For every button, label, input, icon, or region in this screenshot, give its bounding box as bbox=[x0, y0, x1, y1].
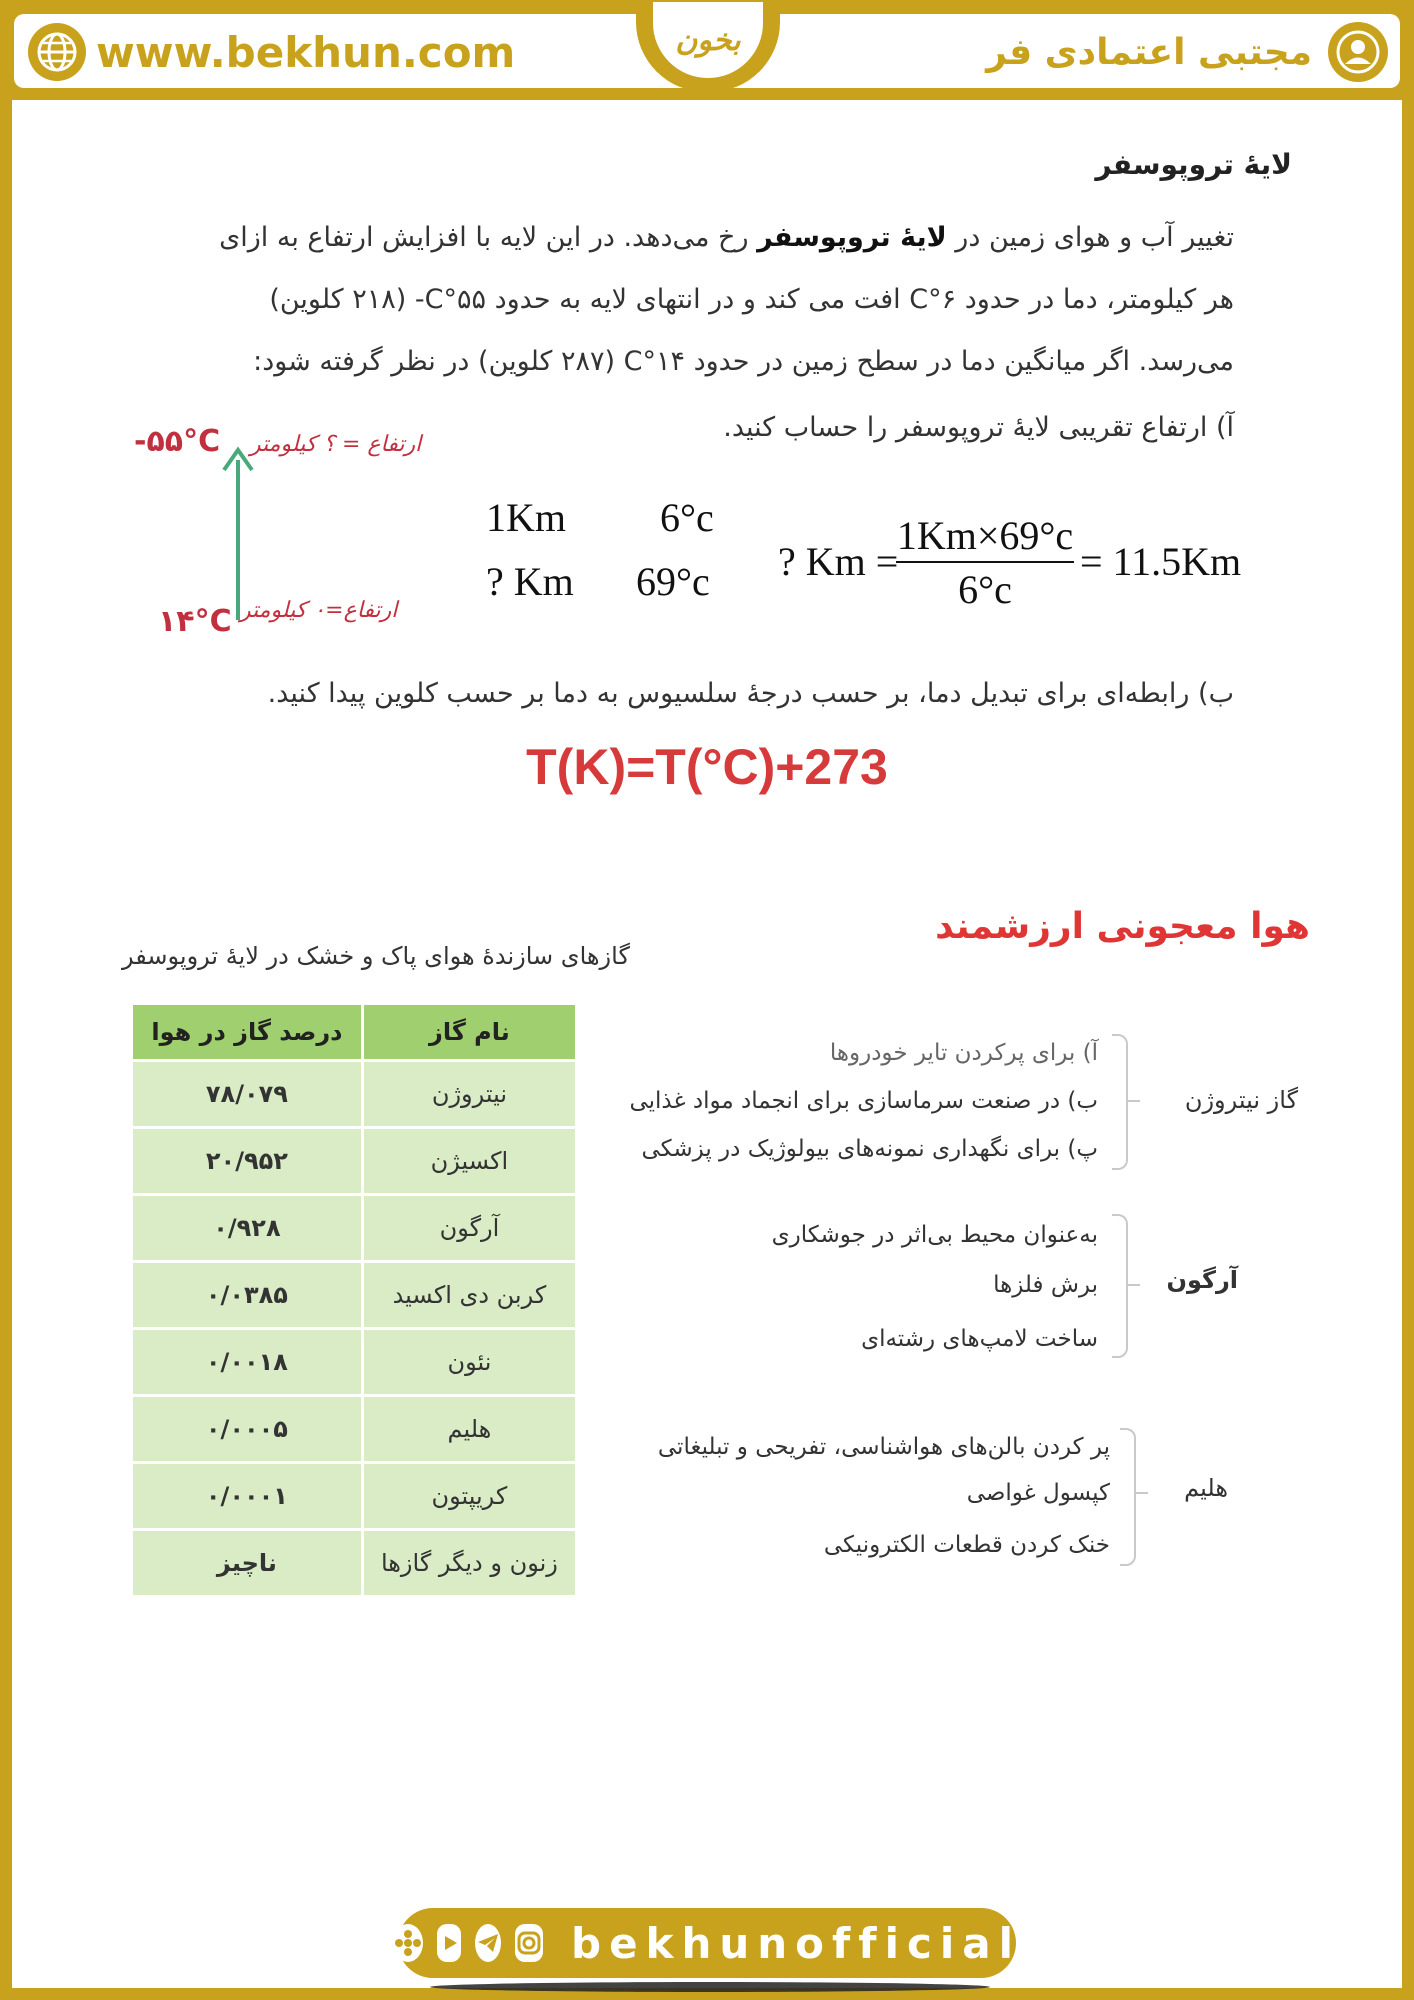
table-row bbox=[132, 1530, 577, 1597]
calc-r2c2: 69°c bbox=[636, 559, 710, 604]
calc-lhs: ? Km = bbox=[778, 539, 899, 584]
social-handle[interactable]: bekhunofficial bbox=[571, 1918, 1022, 1968]
calc-numerator: 1Km×69°c bbox=[896, 512, 1074, 563]
brace-tick bbox=[1128, 1284, 1140, 1286]
argon-use-3: ساخت لامپ‌های رشته‌ای bbox=[861, 1326, 1098, 1352]
group-label-helium: هلیم bbox=[1184, 1474, 1228, 1502]
question-a: آ) ارتفاع تقریبی لایهٔ تروپوسفر را حساب کنید. bbox=[723, 412, 1234, 443]
table-header-row bbox=[132, 1004, 577, 1061]
nitrogen-use-2: ب) در صنعت سرماسازی برای انجماد مواد غذایی bbox=[629, 1088, 1098, 1114]
calc-denominator: 6°c bbox=[958, 567, 1012, 612]
table-row bbox=[132, 1128, 577, 1195]
gas-name: هلیم bbox=[362, 1396, 576, 1463]
gas-percent: ۷۸/۰۷۹ bbox=[132, 1061, 363, 1128]
instagram-icon[interactable] bbox=[515, 1924, 543, 1962]
footer-bar bbox=[398, 1908, 1022, 1978]
text: رخ می‌دهد. در این لایه با افزایش ارتفاع به ازای bbox=[219, 222, 749, 253]
gas-name: نئون bbox=[362, 1329, 576, 1396]
paragraph-line-3: می‌رسد. اگر میانگین دما در سطح زمین در حدود ۱۴°C (۲۸۷ کلوین) در نظر گرفته شود: bbox=[253, 346, 1234, 377]
helium-use-1: پر کردن بالن‌های هواشناسی، تفریحی و تبلیغاتی bbox=[657, 1434, 1110, 1460]
group-label-nitrogen: گاز نیتروژن bbox=[1184, 1086, 1298, 1114]
header-gas-name: نام گاز bbox=[362, 1004, 576, 1061]
argon-use-1: به‌عنوان محیط بی‌اثر در جوشکاری bbox=[771, 1222, 1098, 1248]
author bbox=[986, 20, 1388, 84]
kelvin-formula: T(K)=T(°C)+273 bbox=[526, 739, 888, 795]
bottom-temperature: ۱۴°C bbox=[158, 604, 232, 639]
bottom-altitude-label: ارتفاع=۰ کیلومتر bbox=[240, 598, 398, 623]
brace-tick bbox=[1128, 1100, 1140, 1102]
table-caption: گازهای سازندهٔ هوای پاک و خشک در لایهٔ تروپوسفر bbox=[122, 942, 630, 970]
header-gas-percent: درصد گاز در هوا bbox=[132, 1004, 363, 1061]
helium-use-2: کپسول غواصی bbox=[966, 1480, 1110, 1506]
nitrogen-use-1: آ) برای پرکردن تایر خودروها bbox=[829, 1040, 1098, 1066]
gas-percent: ۰/۰۰۰۵ bbox=[132, 1396, 363, 1463]
telegram-icon[interactable] bbox=[475, 1924, 501, 1962]
gas-percent: ۰/۰۰۱۸ bbox=[132, 1329, 363, 1396]
gas-percent: ۰/۹۲۸ bbox=[132, 1195, 363, 1262]
globe-icon bbox=[28, 23, 86, 81]
top-altitude-label: ارتفاع = ؟ کیلومتر bbox=[250, 432, 422, 457]
website-link[interactable] bbox=[28, 20, 515, 84]
aparat-icon[interactable] bbox=[393, 1924, 423, 1962]
section-title-air: هوا معجونی ارزشمند bbox=[935, 906, 1310, 947]
calc-result: = 11.5Km bbox=[1080, 539, 1242, 584]
calc-r1c2: 6°c bbox=[660, 495, 714, 540]
gas-name: کربن دی اکسید bbox=[362, 1262, 576, 1329]
brace bbox=[1112, 1034, 1128, 1170]
paragraph-line-2: هر کیلومتر، دما در حدود ۶°C افت می کند و در انتهای لایه به حدود ۵۵°C- (۲۱۸ کلوین) bbox=[269, 284, 1234, 315]
gas-table bbox=[130, 1002, 578, 1598]
gas-percent: ۰/۰۳۸۵ bbox=[132, 1262, 363, 1329]
bold-term: لایهٔ تروپوسفر bbox=[757, 222, 947, 253]
author-name: مجتبی اعتمادی فر bbox=[986, 31, 1312, 73]
table-row bbox=[132, 1195, 577, 1262]
website-text: www.bekhun.com bbox=[96, 27, 516, 77]
gas-name: زنون و دیگر گازها bbox=[362, 1530, 576, 1597]
helium-use-3: خنک کردن قطعات الکترونیکی bbox=[823, 1532, 1110, 1558]
user-icon bbox=[1328, 22, 1388, 82]
gas-percent: ۲۰/۹۵۲ bbox=[132, 1128, 363, 1195]
footer-shadow bbox=[430, 1982, 990, 1992]
argon-use-2: برش فلزها bbox=[993, 1272, 1098, 1298]
calc-r2c1: ? Km bbox=[486, 559, 574, 604]
brace bbox=[1112, 1214, 1128, 1358]
table-row bbox=[132, 1262, 577, 1329]
gas-name: آرگون bbox=[362, 1195, 576, 1262]
brace-tick bbox=[1136, 1492, 1148, 1494]
table-row bbox=[132, 1329, 577, 1396]
calc-r1c1: 1Km bbox=[486, 495, 566, 540]
section-title-troposphere: لایهٔ تروپوسفر bbox=[1095, 148, 1292, 181]
logo-text: بخون bbox=[675, 22, 741, 58]
table-row bbox=[132, 1061, 577, 1128]
top-temperature: -۵۵°C bbox=[134, 424, 221, 459]
gas-percent: ناچیز bbox=[132, 1530, 363, 1597]
gas-name: نیتروژن bbox=[362, 1061, 576, 1128]
nitrogen-use-3: پ) برای نگهداری نمونه‌های بیولوژیک در پزشکی bbox=[641, 1136, 1098, 1162]
table-row bbox=[132, 1463, 577, 1530]
gas-name: اکسیژن bbox=[362, 1128, 576, 1195]
text: تغییر آب و هوای زمین در bbox=[955, 222, 1234, 253]
group-label-argon: آرگون bbox=[1166, 1266, 1238, 1294]
brace bbox=[1120, 1428, 1136, 1566]
gas-name: کریپتون bbox=[362, 1463, 576, 1530]
paragraph-line-1 bbox=[180, 224, 1234, 251]
table-row bbox=[132, 1396, 577, 1463]
question-b: ب) رابطه‌ای برای تبدیل دما، بر حسب درجهٔ سلسیوس به دما بر حسب کلوین پیدا کنید. bbox=[267, 678, 1234, 709]
gas-percent: ۰/۰۰۰۱ bbox=[132, 1463, 363, 1530]
youtube-icon[interactable] bbox=[437, 1924, 461, 1962]
